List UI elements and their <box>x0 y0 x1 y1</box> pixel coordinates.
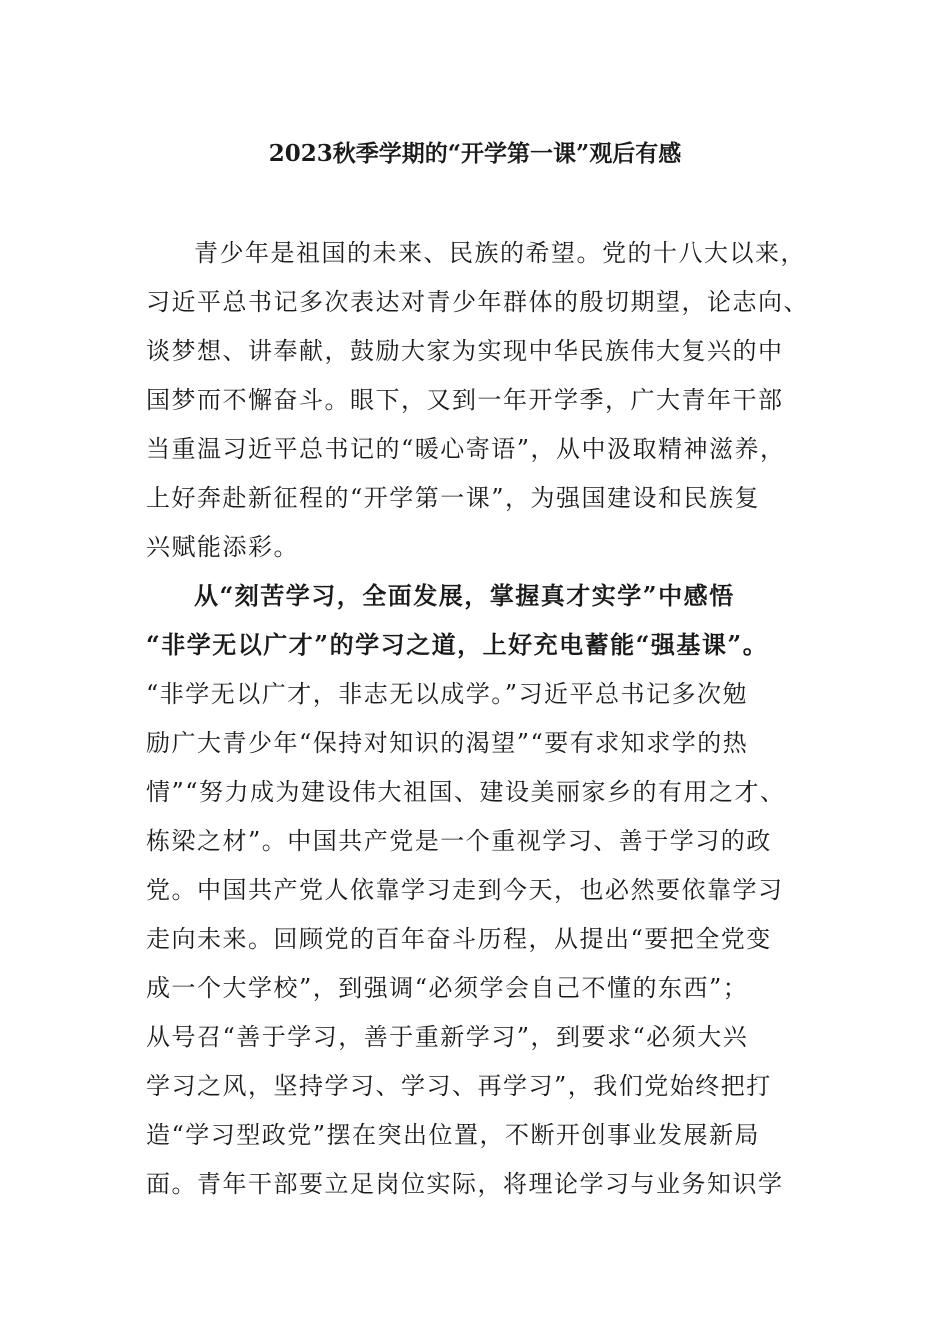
paragraph-line: 党。中国共产党人依靠学习走到今天，也必然要依靠学习 <box>146 876 784 904</box>
paragraph-line: 励广大青少年“保持对知识的渴望”“要有求知求学的热 <box>146 729 749 757</box>
paragraph-line: 从号召“善于学习，善于重新学习”，到要求“必须大兴 <box>146 1023 749 1051</box>
paragraph-line: 谈梦想、讲奉献，鼓励大家为实现中华民族伟大复兴的中 <box>146 337 784 365</box>
paragraph-line: 成一个大学校”，到强调“必须学会自己不懂的东西”； <box>146 974 749 1002</box>
paragraph-line: 兴赋能添彩。 <box>146 533 299 561</box>
paragraph-line: 造“学习型政党”摆在突出位置，不断开创事业发展新局 <box>146 1121 761 1149</box>
paragraph-line: 栋梁之材”。中国共产党是一个重视学习、善于学习的政 <box>146 827 772 855</box>
document-body <box>146 234 811 1214</box>
section-heading-line: “非学无以广才”的学习之道，上好充电蓄能“强基课”。 <box>146 630 769 659</box>
paragraph-line: “非学无以广才，非志无以成学。”习近平总书记多次勉 <box>146 680 749 708</box>
document-title: 2023秋季学期的“开学第一课”观后有感 <box>268 140 682 167</box>
paragraph-line: 学习之风，坚持学习、学习、再学习”，我们党始终把打 <box>146 1072 772 1100</box>
paragraph-line: 情”“努力成为建设伟大祖国、建设美丽家乡的有用之才、 <box>146 778 786 806</box>
paragraph-line: 当重温习近平总书记的“暖心寄语”，从中汲取精神滋养， <box>146 435 786 463</box>
paragraph-line: 面。青年干部要立足岗位实际，将理论学习与业务知识学 <box>146 1170 784 1198</box>
paragraph-line: 青少年是祖国的未来、民族的希望。党的十八大以来， <box>194 239 806 267</box>
paragraph-line: 走向未来。回顾党的百年奋斗历程，从提出“要把全党变 <box>146 925 772 953</box>
section-heading-line: 从“刻苦学习，全面发展，掌握真才实学”中感悟 <box>194 581 735 610</box>
paragraph-line: 习近平总书记多次表达对青少年群体的殷切期望，论志向、 <box>146 288 809 316</box>
paragraph-line: 上好奔赴新征程的“开学第一课”，为强国建设和民族复 <box>146 484 761 512</box>
paragraph-line: 国梦而不懈奋斗。眼下，又到一年开学季，广大青年干部 <box>146 386 784 414</box>
